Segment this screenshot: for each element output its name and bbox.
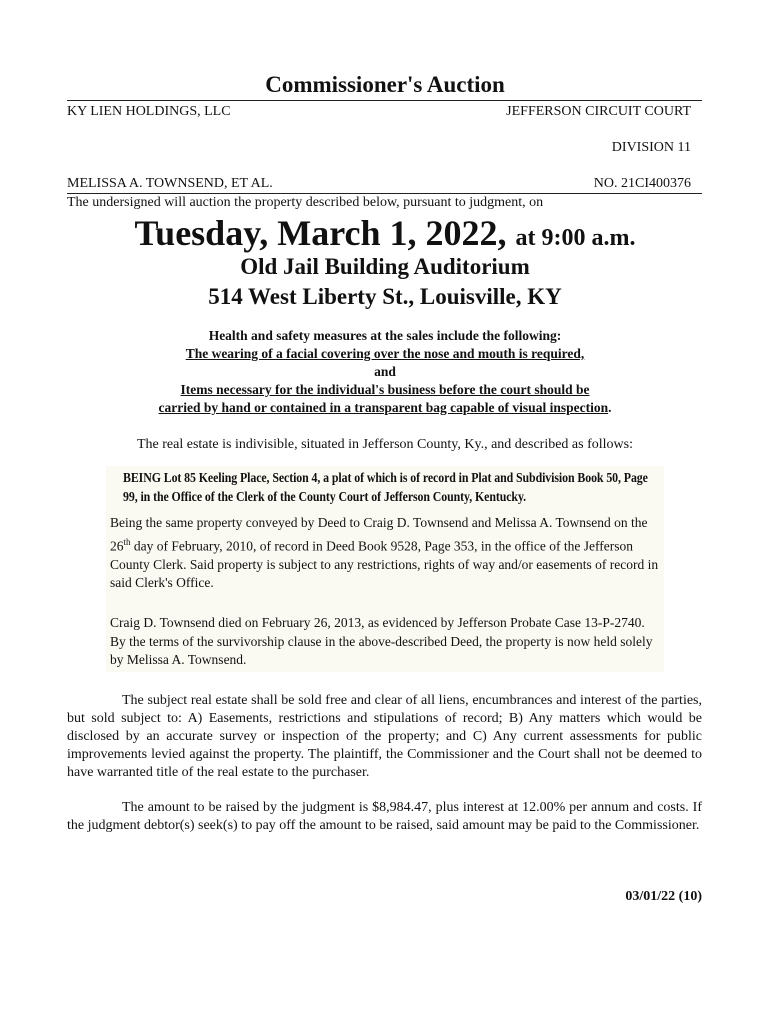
auction-datetime xyxy=(0,212,770,254)
subject-paragraph: The subject real estate shall be sold free and clear of all liens, encumbrances and interest of the parties, but sold subject to: A) Easements, restrictions and stipulations of record; B) Any matters which would be disclosed by an accurate survey or inspection of the property; and C) Any current assessments for public improvements levied against the property. The plaintiff, the Commissioner and the Court shall not be deemed to have warranted title of the real estate to the purchaser. xyxy=(67,693,702,780)
health-heading: Health and safety measures at the sales include the following: xyxy=(208,328,562,343)
defendant-name: MELISSA A. TOWNSEND, ET AL. xyxy=(67,176,273,191)
case-number: NO. 21CI400376 xyxy=(593,176,691,191)
deed-text-b: day of February, 2010, of record in Deed Book 9528, Page 353, in the office of the Jefferson County Clerk. Said property is subject to any restrictions, rights of way and/or easements of record in said Clerk's Office. xyxy=(110,538,659,590)
auction-time: at 9:00 a.m. xyxy=(515,225,636,251)
divider xyxy=(67,193,702,194)
legal-probate-paragraph: Craig D. Townsend died on February 26, 2013, as evidenced by Jefferson Probate Case 13-P-2740. By the terms of the survivorship clause in the above-described Deed, the property is now held solely by Melissa A. Townsend. xyxy=(110,615,653,667)
legal-deed-paragraph xyxy=(110,514,662,593)
document-title: Commissioner's Auction xyxy=(265,72,505,97)
health-items-rule-1: Items necessary for the individual's business before the court should be xyxy=(180,382,590,397)
footer-code: 03/01/22 (10) xyxy=(625,889,702,904)
auction-date: Tuesday, March 1, 2022, xyxy=(134,213,507,253)
legal-lot-description: BEING Lot 85 Keeling Place, Section 4, a plat of which is of record in Plat and Subdivision Book 50, Page 99, in the Office of the Clerk of the County Court of Jefferson County, Kentucky. xyxy=(123,470,648,504)
amount-paragraph: The amount to be raised by the judgment is $8,984.47, plus interest at 12.00% per annum and costs. If the judgment debtor(s) seek(s) to pay off the amount to be raised, said amount may be paid to the Commissioner. xyxy=(67,800,702,833)
venue-name: Old Jail Building Auditorium xyxy=(240,254,530,279)
health-items-rule-2-wrap: carried by hand or contained in a transparent bag capable of visual inspection. xyxy=(158,400,612,415)
deed-text-a: Being the same property conveyed by Deed to Craig D. Townsend and Melissa A. Townsend on the 26 xyxy=(110,515,648,553)
deed-text-sup: th xyxy=(123,536,131,547)
health-items-rule-2: carried by hand or contained in a transparent bag capable of visual inspection xyxy=(158,400,609,415)
division: DIVISION 11 xyxy=(611,140,691,155)
health-and: and xyxy=(374,364,396,379)
health-mask-rule: The wearing of a facial covering over the nose and mouth is required, xyxy=(185,346,585,361)
divider xyxy=(67,100,702,101)
intro-text: The undersigned will auction the property described below, pursuant to judgment, on xyxy=(67,195,544,210)
venue-address: 514 West Liberty St., Louisville, KY xyxy=(208,284,562,309)
court-name: JEFFERSON CIRCUIT COURT xyxy=(506,104,691,119)
real-estate-intro: The real estate is indivisible, situated in Jefferson County, Ky., and described as follows: xyxy=(137,437,633,452)
plaintiff-name: KY LIEN HOLDINGS, LLC xyxy=(67,104,231,119)
legal-description-scan xyxy=(106,466,664,672)
health-measures xyxy=(0,327,770,417)
